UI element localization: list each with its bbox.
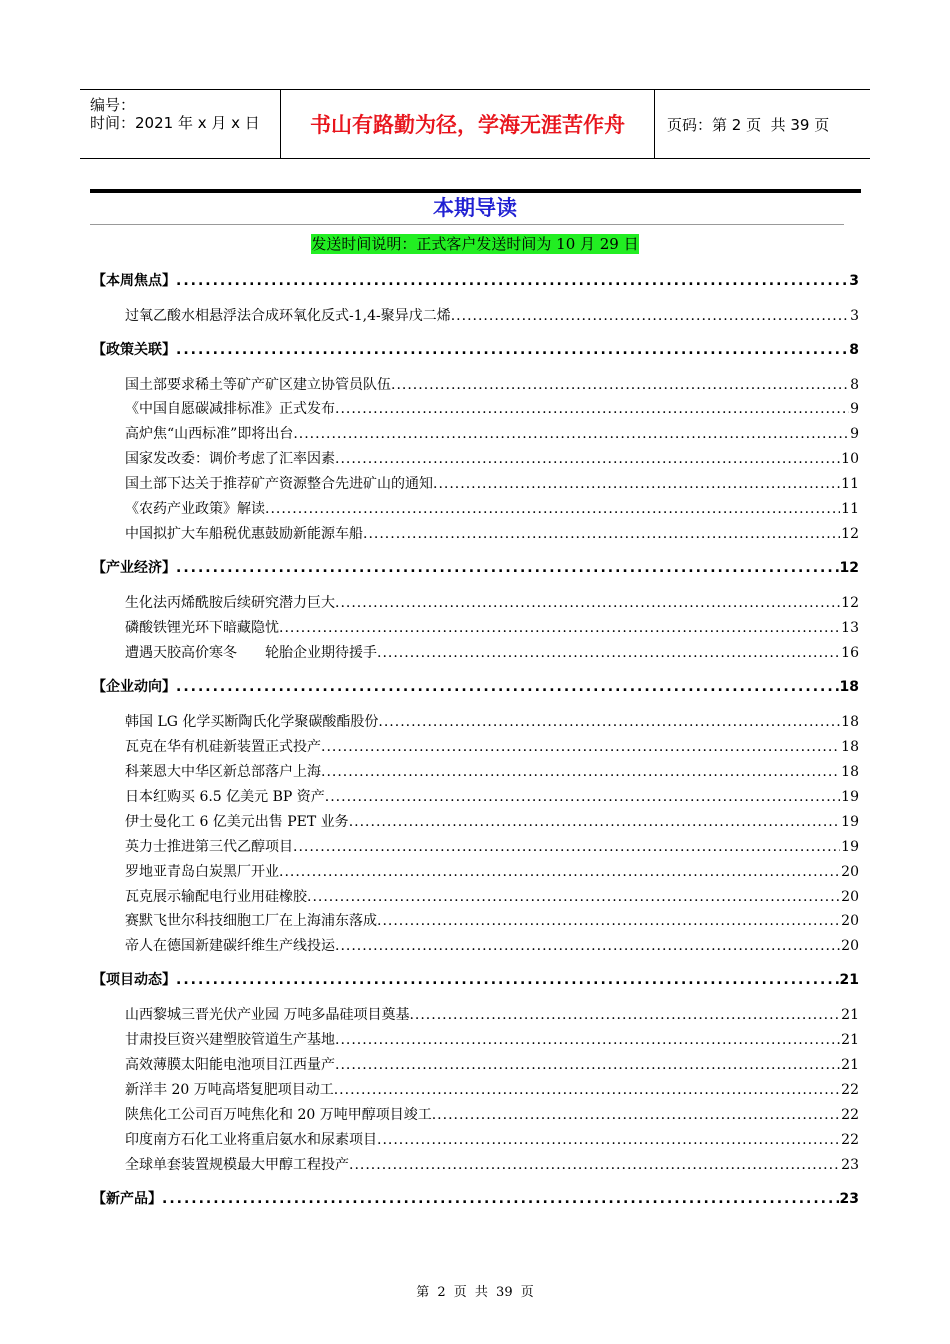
dot-leader [321, 736, 840, 758]
toc-entry[interactable] [125, 761, 859, 783]
dot-leader [176, 676, 839, 698]
toc-entry-text: 国家发改委：调价考虑了汇率因素 [125, 451, 335, 467]
dot-leader [335, 398, 849, 420]
toc-entry[interactable] [125, 498, 859, 520]
toc-entry-text: 韩国 LG 化学买断陶氏化学聚碳酸酯股份 [125, 714, 379, 730]
toc-entry-text: 英力士推进第三代乙醇项目 [125, 839, 293, 855]
toc-entry-page-number: 21 [841, 1057, 859, 1073]
toc-entry-text: 《中国自愿碳减排标准》正式发布 [125, 401, 335, 417]
toc-entry-text: 国土部下达关于推荐矿产资源整合先进矿山的通知 [125, 476, 433, 492]
toc-entry[interactable] [125, 1054, 859, 1076]
toc-entry-page-number: 20 [841, 889, 859, 905]
dot-leader [176, 339, 848, 361]
toc-entry[interactable] [125, 711, 859, 733]
toc-entry[interactable] [125, 523, 859, 545]
toc-section-text: 【产业经济】 [92, 560, 176, 576]
toc-entry[interactable] [125, 886, 859, 908]
page-info-text: 页码：第 2 页 共 39 页 [667, 115, 830, 134]
toc-entry-text: 日本红购买 6.5 亿美元 BP 资产 [125, 789, 325, 805]
dot-leader [265, 498, 840, 520]
toc-entry-page-number: 20 [841, 913, 859, 929]
dot-leader [334, 1079, 840, 1101]
dot-leader [363, 523, 840, 545]
send-time-notice-text: 发送时间说明：正式客户发送时间为 10 月 29 日 [311, 235, 639, 253]
toc-entry-text: 生化法丙烯酰胺后续研究潜力巨大 [125, 595, 335, 611]
dot-leader [279, 617, 840, 639]
toc-entry-text: 中国拟扩大车船税优惠鼓励新能源车船 [125, 526, 363, 542]
toc-entry-text: 遭遇天胶高价寒冬 轮胎企业期待援手 [125, 645, 377, 661]
toc-entry-page-number: 13 [841, 620, 859, 636]
title-rule-bottom [90, 224, 844, 225]
toc-section-page-number: 3 [849, 273, 859, 289]
dot-leader [293, 423, 849, 445]
toc-entry-page-number: 19 [841, 789, 859, 805]
toc-entry-text: 帝人在德国新建碳纤维生产线投运 [125, 938, 335, 954]
toc-entry-text: 高效薄膜太阳能电池项目江西量产 [125, 1057, 335, 1073]
dot-leader [433, 473, 840, 495]
document-number-label: 编号： [90, 96, 136, 114]
toc-entry-text: 伊士曼化工 6 亿美元出售 PET 业务 [125, 814, 349, 830]
toc-entry[interactable] [125, 374, 859, 396]
toc-section[interactable] [92, 557, 859, 579]
toc-entry-page-number: 22 [841, 1132, 859, 1148]
toc-entry[interactable] [125, 935, 859, 957]
header-motto: 书山有路勤为径，学海无涯苦作舟 [280, 90, 655, 158]
toc-entry[interactable] [125, 1104, 859, 1126]
toc-entry-page-number: 22 [841, 1107, 859, 1123]
dot-leader [321, 761, 840, 783]
toc-section-text: 【新产品】 [92, 1191, 162, 1207]
toc-entry-page-number: 19 [841, 839, 859, 855]
page-footer: 第 2 页 共 39 页 [416, 1285, 534, 1300]
toc-entry-page-number: 21 [841, 1032, 859, 1048]
page-title: 本期导读 [433, 196, 517, 220]
toc-entry-text: 新洋丰 20 万吨高塔复肥项目动工 [125, 1082, 334, 1098]
toc-entry[interactable] [125, 617, 859, 639]
toc-entry[interactable] [125, 861, 859, 883]
toc-entry[interactable] [125, 642, 859, 664]
toc-entry-text: 罗地亚青岛白炭黑厂开业 [125, 864, 279, 880]
toc-entry-text: 瓦克在华有机硅新装置正式投产 [125, 739, 321, 755]
toc-entry-page-number: 20 [841, 938, 859, 954]
dot-leader [349, 1154, 840, 1176]
toc-entry-text: 《农药产业政策》解读 [125, 501, 265, 517]
toc-section-text: 【企业动向】 [92, 679, 176, 695]
toc-entry-page-number: 10 [841, 451, 859, 467]
toc-entry-page-number: 20 [841, 864, 859, 880]
dot-leader [377, 1129, 840, 1151]
toc-entry-page-number: 22 [841, 1082, 859, 1098]
toc-entry-text: 科莱恩大中华区新总部落户上海 [125, 764, 321, 780]
toc-section-page-number: 8 [849, 342, 859, 358]
toc-section-page-number: 18 [839, 679, 859, 695]
toc-entry-page-number: 19 [841, 814, 859, 830]
toc-entry[interactable] [125, 1004, 859, 1026]
toc-entry-text: 全球单套装置规模最大甲醇工程投产 [125, 1157, 349, 1173]
dot-leader [432, 1104, 840, 1126]
toc-section-text: 【政策关联】 [92, 342, 176, 358]
dot-leader [335, 935, 840, 957]
toc-entry[interactable] [125, 1154, 859, 1176]
toc-entry-text: 国土部要求稀土等矿产矿区建立协管员队伍 [125, 377, 391, 393]
toc-entry-page-number: 3 [850, 308, 859, 324]
dot-leader [335, 1029, 840, 1051]
toc-entry[interactable] [125, 811, 859, 833]
toc-entry-text: 过氧乙酸水相悬浮法合成环氧化反式-1,4-聚异戊二烯 [125, 308, 451, 324]
toc-entry[interactable] [125, 736, 859, 758]
toc-entry[interactable] [125, 1079, 859, 1101]
toc-entry-text: 甘肃投巨资兴建塑胶管道生产基地 [125, 1032, 335, 1048]
dot-leader [377, 642, 840, 664]
dot-leader [293, 836, 840, 858]
toc-entry[interactable] [125, 910, 859, 932]
toc-entry-text: 陕焦化工公司百万吨焦化和 20 万吨甲醇项目竣工 [125, 1107, 432, 1123]
header-meta [80, 90, 280, 158]
toc-entry[interactable] [125, 1029, 859, 1051]
toc-entry-page-number: 9 [850, 401, 859, 417]
toc-entry-text: 山西黎城三晋光伏产业园 万吨多晶硅项目奠基 [125, 1007, 410, 1023]
toc-entry[interactable] [125, 398, 859, 420]
dot-leader [325, 786, 840, 808]
toc-entry-page-number: 12 [841, 595, 859, 611]
toc-entry[interactable] [125, 836, 859, 858]
toc-entry-page-number: 8 [850, 377, 859, 393]
dot-leader [335, 592, 840, 614]
dot-leader [162, 1188, 839, 1210]
dot-leader [451, 305, 849, 327]
toc-section[interactable] [92, 676, 859, 698]
toc-entry-page-number: 23 [841, 1157, 859, 1173]
toc-entry-text: 印度南方石化工业将重启氨水和尿素项目 [125, 1132, 377, 1148]
toc-entry-page-number: 16 [841, 645, 859, 661]
send-time-notice [0, 233, 950, 254]
toc-entry[interactable] [125, 592, 859, 614]
toc-entry[interactable] [125, 473, 859, 495]
toc-section-page-number: 23 [839, 1191, 859, 1207]
toc-entry-page-number: 18 [841, 739, 859, 755]
toc-entry-page-number: 18 [841, 764, 859, 780]
dot-leader [377, 910, 840, 932]
dot-leader [335, 1054, 840, 1076]
toc-entry[interactable] [125, 1129, 859, 1151]
dot-leader [176, 270, 848, 292]
toc-entry-text: 高炉焦“山西标准”即将出台 [125, 426, 294, 442]
dot-leader [349, 811, 840, 833]
toc-entry-page-number: 12 [841, 526, 859, 542]
dot-leader [176, 557, 839, 579]
document-header [80, 89, 870, 159]
toc-entry-page-number: 21 [841, 1007, 859, 1023]
dot-leader [391, 374, 849, 396]
toc-section[interactable] [92, 1188, 859, 1210]
toc-entry-page-number: 9 [850, 426, 859, 442]
toc-section[interactable] [92, 270, 859, 292]
toc-entry-page-number: 11 [841, 476, 859, 492]
dot-leader [335, 448, 840, 470]
toc-entry-text: 赛默飞世尔科技细胞工厂在上海浦东落成 [125, 913, 377, 929]
toc-section-page-number: 12 [839, 560, 859, 576]
dot-leader [378, 711, 840, 733]
toc-entry[interactable] [125, 786, 859, 808]
toc-section-page-number: 21 [839, 972, 859, 988]
dot-leader [176, 969, 839, 991]
header-page-info [655, 90, 870, 158]
toc-entry-page-number: 18 [841, 714, 859, 730]
dot-leader [307, 886, 840, 908]
document-time: 时间：2021 年 x 月 x 日 [90, 114, 260, 132]
toc-entry[interactable] [125, 423, 859, 445]
dot-leader [279, 861, 840, 883]
toc-section[interactable] [92, 969, 859, 991]
toc-section-text: 【项目动态】 [92, 972, 176, 988]
toc-section-text: 【本周焦点】 [92, 273, 176, 289]
toc-entry-page-number: 11 [841, 501, 859, 517]
toc-entry-text: 瓦克展示输配电行业用硅橡胶 [125, 889, 307, 905]
toc-section[interactable] [92, 339, 859, 361]
toc-entry[interactable] [125, 448, 859, 470]
toc-entry[interactable] [125, 305, 859, 327]
toc-entry-text: 磷酸铁锂光环下暗藏隐忧 [125, 620, 279, 636]
dot-leader [409, 1004, 840, 1026]
